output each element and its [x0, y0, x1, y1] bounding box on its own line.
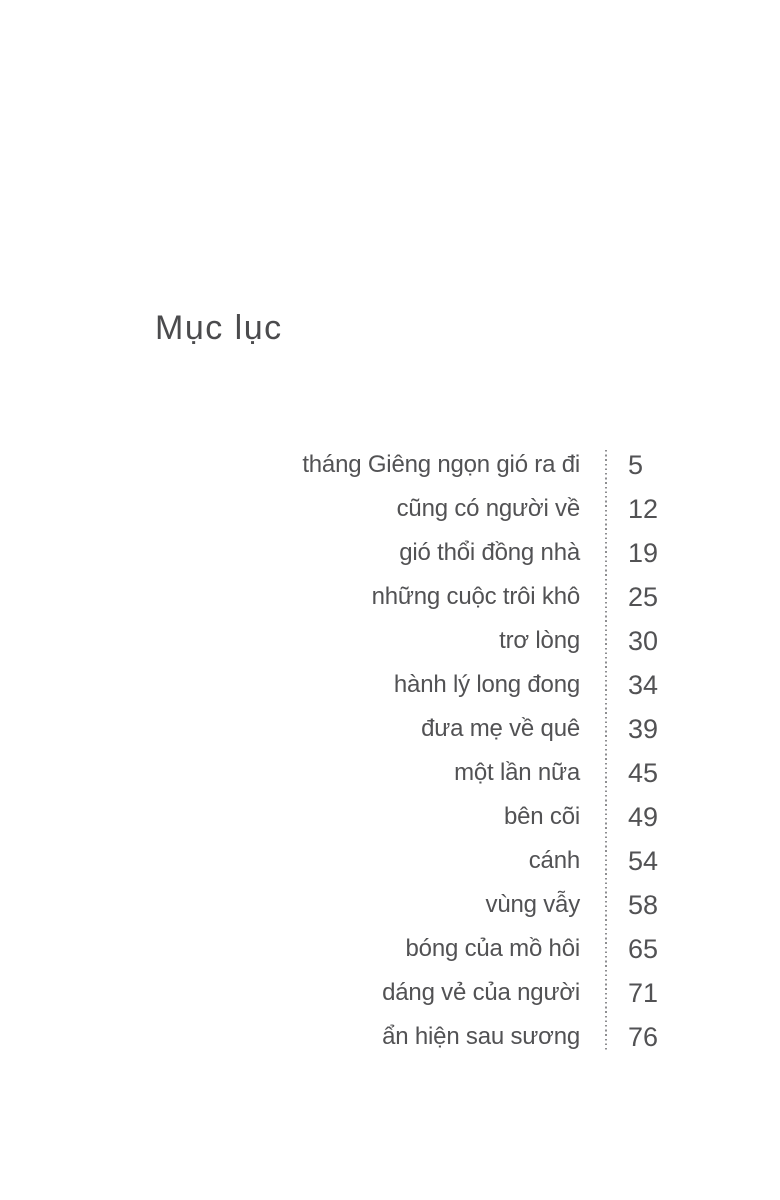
toc-entry-page-number: 25	[628, 581, 659, 612]
toc-entry-label: bóng của mồ hôi	[405, 935, 580, 962]
toc-entry-page-number: 34	[628, 669, 659, 700]
toc-entry-page-number: 39	[628, 713, 659, 744]
toc-row	[0, 663, 780, 707]
toc-row	[0, 707, 780, 751]
toc-list	[0, 443, 780, 1059]
toc-entry-label: cũng có người về	[396, 495, 580, 522]
toc-row	[0, 883, 780, 927]
toc-entry-page-number: 58	[628, 889, 659, 920]
toc-entry-page-number: 71	[628, 977, 659, 1008]
toc-row	[0, 487, 780, 531]
toc-row	[0, 619, 780, 663]
toc-entry-label: tháng Giêng ngọn gió ra đi	[302, 451, 580, 478]
toc-entry-page-number: 19	[628, 537, 659, 568]
toc-entry-page-number: 54	[628, 845, 659, 876]
toc-entry-label: gió thổi đồng nhà	[399, 539, 580, 566]
toc-entry-label: những cuộc trôi khô	[371, 583, 580, 610]
toc-row	[0, 971, 780, 1015]
toc-entry-label: ẩn hiện sau sương	[382, 1023, 580, 1050]
toc-entry-page-number: 45	[628, 757, 659, 788]
toc-entry-label: đưa mẹ về quê	[421, 715, 580, 742]
toc-entry-label: dáng vẻ của người	[382, 979, 580, 1006]
toc-row	[0, 927, 780, 971]
toc-entry-label: bên cõi	[504, 803, 580, 830]
toc-row	[0, 795, 780, 839]
toc-entry-label: một lần nữa	[454, 759, 580, 786]
toc-entry-label: trơ lòng	[499, 627, 580, 654]
toc-entry-page-number: 65	[628, 933, 659, 964]
toc-row	[0, 443, 780, 487]
toc-entry-page-number: 5	[628, 449, 644, 480]
toc-row	[0, 839, 780, 883]
toc-entry-label: vùng vẫy	[485, 891, 580, 918]
toc-row	[0, 575, 780, 619]
toc-entry-page-number: 76	[628, 1021, 659, 1052]
toc-row	[0, 1015, 780, 1059]
toc-entry-page-number: 30	[628, 625, 659, 656]
toc-row	[0, 751, 780, 795]
toc-entry-label: hành lý long đong	[393, 671, 580, 698]
toc-entry-page-number: 49	[628, 801, 659, 832]
toc-entry-page-number: 12	[628, 493, 659, 524]
toc-row	[0, 531, 780, 575]
page-title: Mục lục	[155, 309, 283, 347]
toc-entry-label: cánh	[528, 847, 580, 874]
